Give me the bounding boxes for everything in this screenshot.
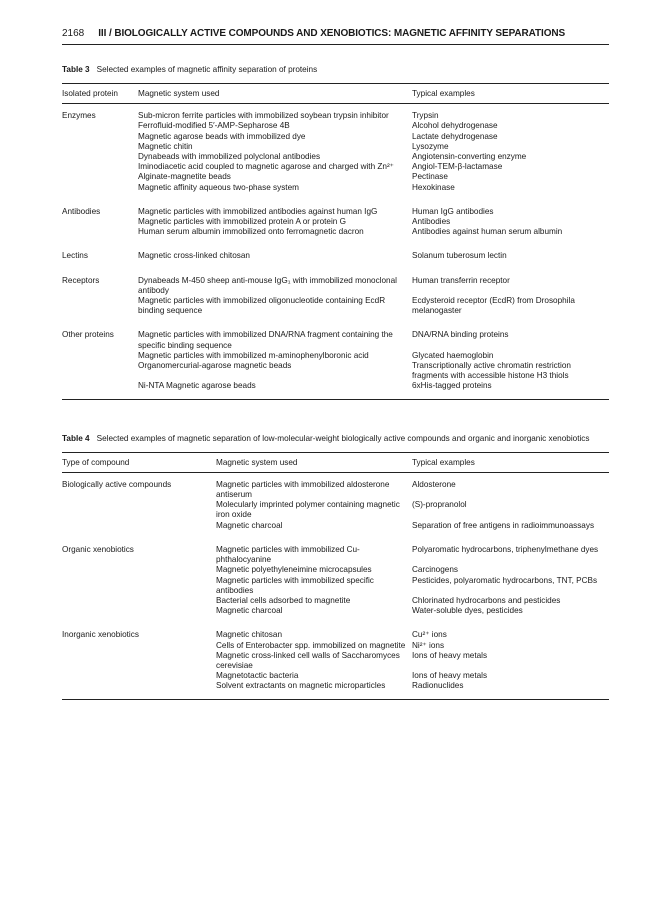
table3-system-cell: Magnetic particles with immobilized protein A or protein G (138, 217, 346, 227)
table3-row (62, 121, 609, 131)
table3-example-cell: Antibodies (412, 217, 451, 227)
table4-system-cell: Magnetic charcoal (216, 606, 283, 616)
table4-system-cell: Magnetic charcoal (216, 520, 283, 530)
running-title: III / BIOLOGICALLY ACTIVE COMPOUNDS AND XENOBIOTICS: MAGNETIC AFFINITY SEPARATIONS (98, 28, 566, 39)
table3-system-cell: Alginate-magnetite beads (138, 172, 231, 182)
table3-example-cell: Trypsin (412, 111, 439, 121)
table4 (62, 452, 609, 700)
page (62, 28, 609, 700)
table3-example-cell: Antibodies against human serum albumin (412, 227, 563, 237)
table4-example-cell: Radionuclides (412, 681, 609, 699)
table3-example-cell: Hexokinase (412, 182, 455, 192)
table3-row (62, 152, 609, 162)
table3-caption (62, 65, 609, 75)
table3-system-cell: Organomercurial-agarose magnetic beads (138, 361, 292, 371)
table4-empty-cell (62, 651, 216, 671)
table3-system-cell: Magnetic particles with immobilized antibodies against human IgG (138, 206, 378, 216)
table3-example-cell: Glycated haemoglobin (412, 350, 494, 360)
table4-col-header: Magnetic system used (216, 452, 412, 472)
table4-empty-cell (62, 606, 216, 623)
table3-col-header: Isolated protein (62, 84, 138, 104)
table4-system-cell: Magnetic cross-linked cell walls of Saccharomyces cerevisiae (216, 650, 400, 670)
table4-system-cell: Magnetic particles with immobilized aldosterone antiserum (216, 479, 390, 500)
table4-body (62, 472, 609, 699)
table4-col-header: Typical examples (412, 452, 609, 472)
table4-example-cell: Polyaromatic hydrocarbons, triphenylmethane dyes (412, 544, 599, 554)
table3-empty-cell (62, 296, 138, 323)
table3-system-cell: Magnetic chitin (138, 141, 193, 151)
table3-row (62, 361, 609, 381)
table4-empty-cell (62, 641, 216, 651)
table3-system-cell: Magnetic cross-linked chitosan (138, 251, 250, 261)
table4-label: Table 4 (62, 433, 90, 443)
table4-empty-cell (62, 681, 216, 699)
table3-example-cell: Angiotensin-converting enzyme (412, 152, 527, 162)
table3-empty-cell (62, 121, 138, 131)
table4-row (62, 521, 609, 538)
table4-example-cell: Cu²⁺ ions (412, 630, 447, 640)
table3-example-cell: Lysozyme (412, 141, 449, 151)
table4-category-cell: Organic xenobiotics (62, 544, 134, 554)
table3-category-cell: Other proteins (62, 330, 114, 340)
table3-row (62, 296, 609, 323)
table3-system-cell: Dynabeads M-450 sheep anti-mouse IgG₁ with immobilized monoclonal antibody (138, 275, 397, 295)
table4-caption (62, 434, 609, 444)
table3-system-cell: Sub-micron ferrite particles with immobilized soybean trypsin inhibitor (138, 111, 389, 121)
table4-example-cell: Pesticides, polyaromatic hydrocarbons, TNT, PCBs (412, 575, 598, 585)
table4-example-cell: Ions of heavy metals (412, 650, 488, 660)
table4-col-header: Type of compound (62, 452, 216, 472)
table4-system-cell: Molecularly imprinted polymer containing magnetic iron oxide (216, 500, 400, 520)
table4-system-cell: Magnetic chitosan (216, 630, 282, 640)
table4-row (62, 576, 609, 596)
table4-system-cell: Magnetic polyethyleneimine microcapsules (216, 565, 372, 575)
table3-header-row (62, 84, 609, 104)
table4-example-cell: Separation of free antigens in radioimmunoassays (412, 520, 595, 530)
table3-example-cell: Human transferrin receptor (412, 275, 510, 285)
table4-empty-cell (62, 521, 216, 538)
table3-label: Table 3 (62, 65, 90, 74)
table3-empty-cell (62, 361, 138, 381)
table3-row (62, 172, 609, 182)
table3-row (62, 132, 609, 142)
table3-col-header: Typical examples (412, 84, 609, 104)
table4-example-cell: Chlorinated hydrocarbons and pesticides (412, 595, 561, 605)
table3-system-cell: Ferrofluid-modified 5′-AMP-Sepharose 4B (138, 121, 290, 131)
table3-body (62, 104, 609, 399)
running-header (62, 28, 609, 45)
table3-row (62, 162, 609, 172)
table3-system-cell: Iminodiacetic acid coupled to magnetic agarose and charged with Zn²⁺ (138, 162, 395, 172)
table4-row (62, 472, 609, 500)
table3-category-cell: Antibodies (62, 206, 101, 216)
table3-empty-cell (62, 162, 138, 172)
table3-example-cell: Transcriptionally active chromatin restriction fragments with accessible histone H3 thiols (412, 361, 571, 381)
table3-system-cell: Human serum albumin immobilized onto ferromagnetic dacron (138, 227, 364, 237)
table3-row (62, 104, 609, 122)
table3-system-cell: Ni-NTA Magnetic agarose beads (138, 381, 412, 399)
table3-empty-cell (62, 217, 138, 227)
table3-empty-cell (62, 142, 138, 152)
table4-row (62, 606, 609, 623)
table4-row (62, 565, 609, 575)
table3-system-cell: Magnetic affinity aqueous two-phase system (138, 182, 299, 192)
table3-empty-cell (62, 152, 138, 162)
table3-empty-cell (62, 132, 138, 142)
table3-col-header: Magnetic system used (138, 84, 412, 104)
table3-example-cell: Lactate dehydrogenase (412, 131, 498, 141)
table4-caption-text: Selected examples of magnetic separation of low-molecular-weight biologically active compounds and organic and inorganic xenobiotics (96, 433, 590, 443)
table4-empty-cell (62, 500, 216, 520)
table3-system-cell: Dynabeads with immobilized polyclonal antibodies (138, 152, 321, 162)
table3-example-cell: Ecdysteroid receptor (EcdR) from Drosophila melanogaster (412, 296, 575, 316)
table4-empty-cell (62, 596, 216, 606)
table3-example-cell: Human IgG antibodies (412, 206, 494, 216)
table3-row (62, 244, 609, 268)
table3-example-cell: Alcohol dehydrogenase (412, 121, 498, 131)
table3-empty-cell (62, 381, 138, 399)
table3-row (62, 381, 609, 399)
table4-example-cell: Ni²⁺ ions (412, 640, 445, 650)
table3-example-cell: 6xHis-tagged proteins (412, 381, 609, 399)
table3-example-cell: Solanum tuberosum lectin (412, 251, 507, 261)
table4-example-cell: Ions of heavy metals (412, 671, 488, 681)
table4-header-row (62, 452, 609, 472)
table4-system-cell: Cells of Enterobacter spp. immobilized on magnetite (216, 640, 406, 650)
table3-empty-cell (62, 183, 138, 200)
table3-row (62, 269, 609, 296)
table3-system-cell: Magnetic particles with immobilized m-aminophenylboronic acid (138, 350, 369, 360)
table3-system-cell: Magnetic agarose beads with immobilized dye (138, 131, 306, 141)
table4-empty-cell (62, 565, 216, 575)
table3-category-cell: Receptors (62, 275, 100, 285)
table3-example-cell: Pectinase (412, 172, 448, 182)
table3-row (62, 323, 609, 350)
table4-row (62, 651, 609, 671)
table3-row (62, 183, 609, 200)
table4-system-cell: Magnetotactic bacteria (216, 671, 299, 681)
table4-example-cell: (S)-propranolol (412, 500, 467, 510)
table4-system-cell: Bacterial cells adsorbed to magnetite (216, 595, 351, 605)
table4-row (62, 500, 609, 520)
table3-category-cell: Lectins (62, 251, 88, 261)
table4-system-cell: Solvent extractants on magnetic microparticles (216, 681, 412, 699)
table3-category-cell: Enzymes (62, 111, 96, 121)
table4-example-cell: Water-soluble dyes, pesticides (412, 606, 523, 616)
table4-example-cell: Aldosterone (412, 479, 456, 489)
table4-category-cell: Inorganic xenobiotics (62, 630, 139, 640)
table3-row (62, 351, 609, 361)
table3-caption-text: Selected examples of magnetic affinity separation of proteins (96, 65, 318, 74)
table3-system-cell: Magnetic particles with immobilized DNA/RNA fragment containing the specific binding sequence (138, 330, 393, 350)
table3-empty-cell (62, 227, 138, 244)
table3-example-cell: Angiol-TEM-β-lactamase (412, 162, 503, 172)
table4-row (62, 681, 609, 699)
table4-example-cell: Carcinogens (412, 565, 458, 575)
table3-row (62, 200, 609, 217)
table4-category-cell: Biologically active compounds (62, 479, 172, 489)
table3-row (62, 227, 609, 244)
table3-row (62, 142, 609, 152)
table3-row (62, 217, 609, 227)
table3-empty-cell (62, 351, 138, 361)
table4-row (62, 623, 609, 640)
table4-row (62, 671, 609, 681)
table4-row (62, 596, 609, 606)
table4-empty-cell (62, 671, 216, 681)
table3-empty-cell (62, 172, 138, 182)
table3-example-cell: DNA/RNA binding proteins (412, 330, 509, 340)
table4-system-cell: Magnetic particles with immobilized Cu-phthalocyanine (216, 544, 360, 565)
table4-system-cell: Magnetic particles with immobilized specific antibodies (216, 575, 374, 595)
page-number: 2168 (62, 28, 85, 39)
table4-row (62, 641, 609, 651)
table4-empty-cell (62, 576, 216, 596)
table3-system-cell: Magnetic particles with immobilized oligonucleotide containing EcdR binding sequence (138, 296, 386, 316)
table3 (62, 83, 609, 400)
table4-row (62, 538, 609, 565)
